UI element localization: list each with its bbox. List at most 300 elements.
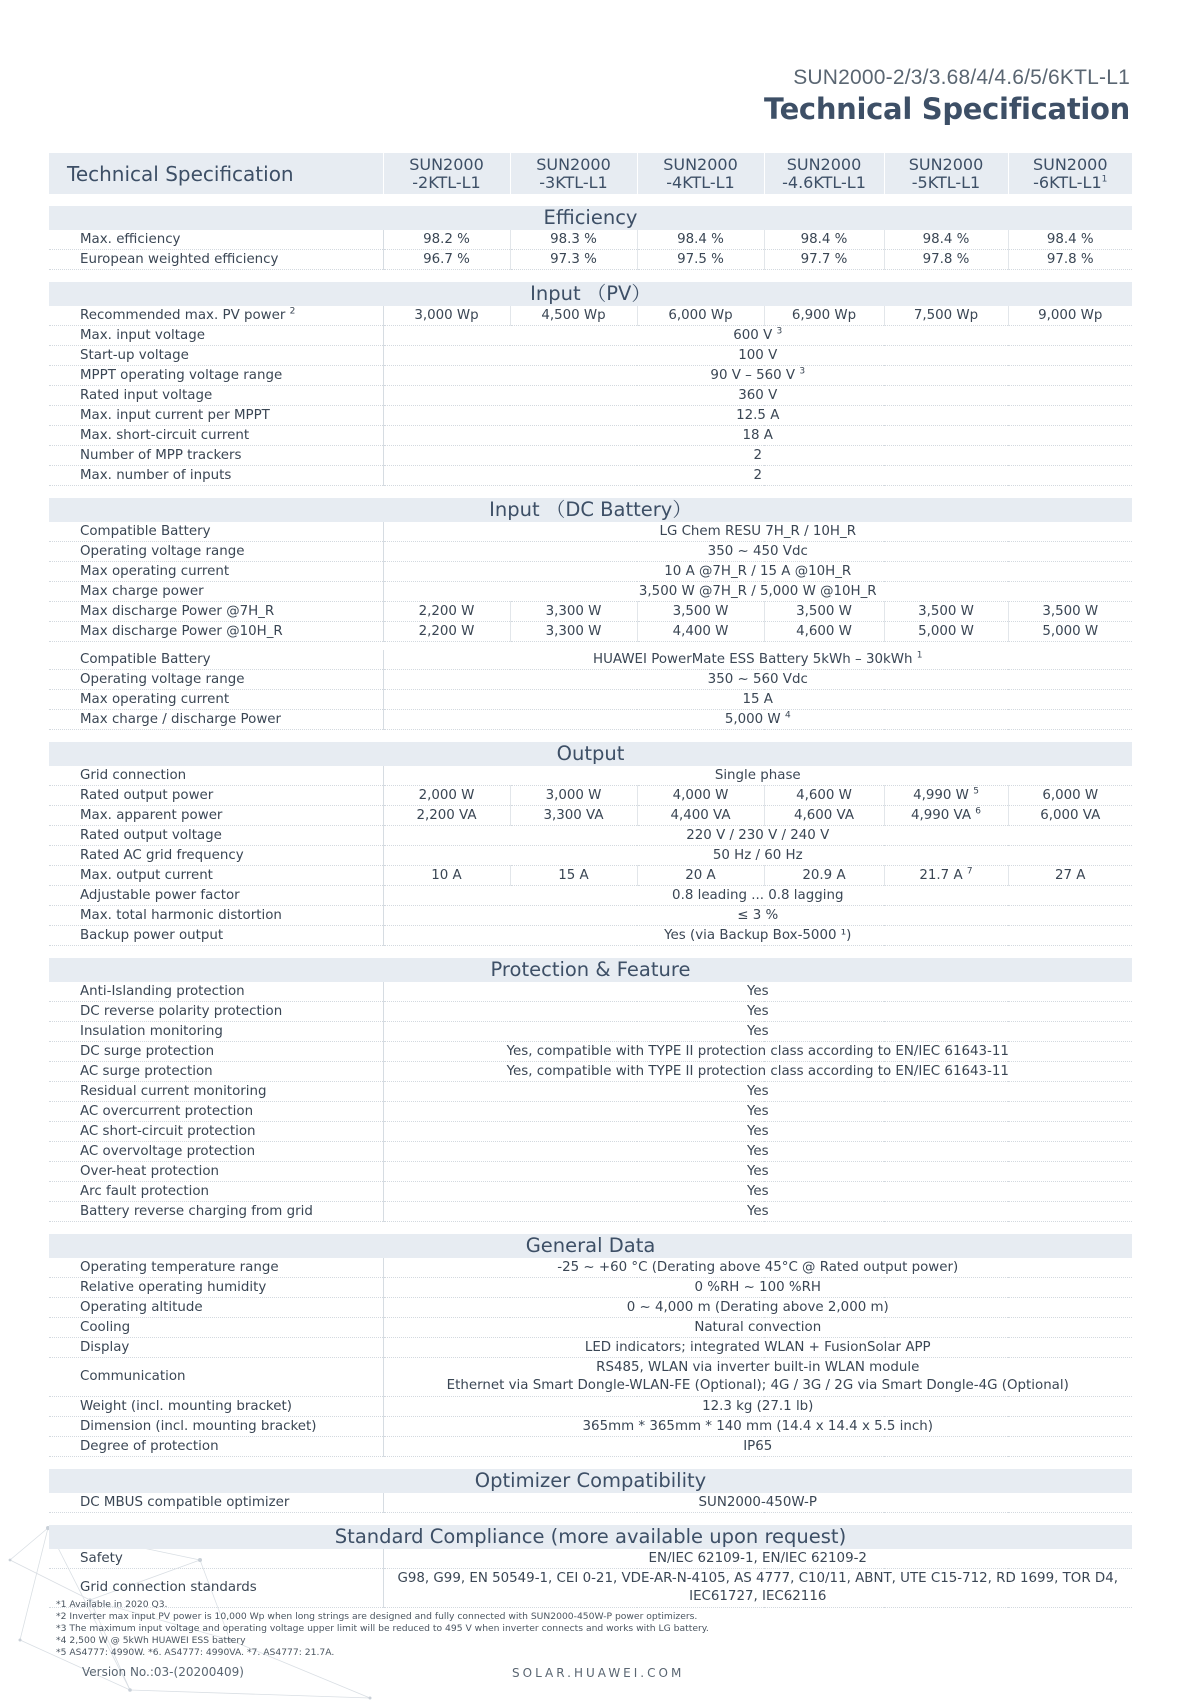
model-col-4ktl: SUN2000 -4KTL-L1: [637, 153, 764, 194]
value-cell: [884, 866, 1008, 886]
table-row: [49, 426, 1132, 446]
value-cell-merged: [383, 1082, 1132, 1102]
table-row: [49, 826, 1132, 846]
row-label: [49, 622, 383, 642]
value-cell-merged: [383, 426, 1132, 446]
value-cell-merged: [383, 1298, 1132, 1318]
value-text: 97.3 %: [550, 251, 597, 267]
value-text: 97.8 %: [1046, 251, 1094, 267]
model-col-5ktl: SUN2000 -5KTL-L1: [884, 153, 1008, 194]
row-label: [49, 1258, 383, 1278]
value-cell: [1008, 230, 1132, 250]
table-row: [49, 1338, 1132, 1358]
row-label: [49, 650, 383, 670]
value-text: Yes: [746, 1203, 769, 1219]
value-text: 3,500 W: [672, 603, 729, 619]
row-label: [49, 426, 383, 446]
row-label-text: Battery reverse charging from grid: [80, 1203, 313, 1219]
value-cell-merged: [383, 1162, 1132, 1182]
value-cell: [383, 622, 510, 642]
value-text: 98.4 %: [922, 231, 970, 247]
value-text: EN/IEC 62109-1, EN/IEC 62109-2: [648, 1550, 867, 1566]
value-text: 365mm * 365mm * 140 mm (14.4 x 14.4 x 5.5 inch): [582, 1418, 933, 1434]
row-label: [49, 1318, 383, 1338]
value-text: 4,990 VA: [910, 807, 972, 823]
value-text: 3,500 W: [918, 603, 974, 619]
row-label-text: Max charge power: [80, 583, 204, 599]
column-header-row: [49, 153, 1132, 194]
value-cell-merged: [383, 650, 1132, 670]
value-text: 6,000 W: [1042, 787, 1099, 803]
row-label: [49, 1278, 383, 1298]
row-label-text: Operating temperature range: [80, 1259, 279, 1275]
table-row: [49, 1417, 1132, 1437]
value-text: 6,000 Wp: [668, 307, 733, 323]
row-label: [49, 710, 383, 730]
model-range: SUN2000-2/3/3.68/4/4.6/5/6KTL-L1: [793, 66, 1130, 89]
footnote-line: *2 Inverter max input PV power is 10,000 Wp when long strings are designed and fully connected with SUN2000-450W-P power optimizers.: [56, 1611, 698, 1622]
value-cell: [1008, 602, 1132, 622]
table-row: [49, 622, 1132, 642]
value-cell: [383, 806, 510, 826]
table-row: [49, 886, 1132, 906]
table-row: [49, 1318, 1132, 1338]
row-label-text: Rated output power: [80, 787, 214, 803]
value-cell: [1008, 786, 1132, 806]
value-text: 12.5 A: [736, 407, 780, 423]
row-label: [49, 466, 383, 486]
value-text: Yes, compatible with TYPE II protection class according to EN/IEC 61643-11: [506, 1043, 1009, 1059]
value-cell-merged: [383, 1358, 1132, 1397]
spacer-cell: [49, 946, 1132, 959]
value-text: 5,000 W: [918, 623, 974, 639]
row-label-text: Max discharge Power @10H_R: [80, 623, 283, 639]
value-text: 4,000 W: [672, 787, 729, 803]
section-spacer: [49, 1457, 1132, 1470]
row-label-text: Cooling: [80, 1319, 131, 1335]
value-text: 4,990 W: [913, 787, 969, 803]
value-cell: [764, 866, 884, 886]
section-header: [49, 958, 1132, 982]
table-row: [49, 1042, 1132, 1062]
value-cell: [884, 250, 1008, 270]
model-col-4-6ktl: SUN2000 -4.6KTL-L1: [764, 153, 884, 194]
row-label-text: Residual current monitoring: [80, 1083, 267, 1099]
value-cell: [1008, 250, 1132, 270]
value-text: G98, G99, EN 50549-1, CEI 0-21, VDE-AR-N-4105, AS 4777, C10/11, ABNT, UTE C15-712, RD 1699, TOR D4,: [397, 1571, 1118, 1586]
row-label: [49, 230, 383, 250]
row-label-text: Compatible Battery: [80, 523, 211, 539]
row-label-text: AC overvoltage protection: [80, 1143, 256, 1159]
row-label-text: Degree of protection: [80, 1438, 219, 1454]
value-text: 2,200 W: [418, 603, 475, 619]
row-label-text: Over-heat protection: [80, 1163, 220, 1179]
value-text: 4,600 W: [796, 623, 852, 639]
value-text: 97.8 %: [922, 251, 970, 267]
row-label: [49, 1182, 383, 1202]
row-label: [49, 446, 383, 466]
value-cell-merged: [383, 1182, 1132, 1202]
value-cell-merged: [383, 846, 1132, 866]
value-cell: [764, 602, 884, 622]
footnote-line: *1 Available in 2020 Q3.: [56, 1599, 168, 1610]
section-title: General Data: [49, 1234, 1132, 1258]
value-cell-merged: [383, 386, 1132, 406]
row-label-text: Max charge / discharge Power: [80, 711, 282, 727]
row-label: [49, 406, 383, 426]
footnote-line: *5 AS4777: 4990W. *6. AS4777: 4990VA. *7. AS4777: 21.7A.: [56, 1647, 335, 1658]
value-cell: [383, 602, 510, 622]
table-row: [49, 602, 1132, 622]
section-spacer: [49, 194, 1132, 206]
value-text: 5,000 W: [724, 711, 781, 727]
footnotes: [56, 1599, 709, 1659]
row-label-text: Rated input voltage: [80, 387, 213, 403]
table-row: [49, 1202, 1132, 1222]
row-label-text: Rated output voltage: [80, 827, 222, 843]
value-cell-merged: [383, 366, 1132, 386]
value-text: 2,200 VA: [416, 807, 477, 823]
table-row: [49, 466, 1132, 486]
value-cell: [1008, 622, 1132, 642]
value-text: LG Chem RESU 7H_R / 10H_R: [659, 523, 856, 539]
value-text: Yes: [746, 1143, 769, 1159]
value-cell-merged: [383, 1417, 1132, 1437]
row-label: [49, 982, 383, 1002]
row-label-text: Grid connection standards: [80, 1580, 257, 1595]
spacer-cell: [49, 1222, 1132, 1235]
table-row: [49, 1298, 1132, 1318]
model-col-2ktl: SUN2000 -2KTL-L1: [383, 153, 510, 194]
row-label-text: DC MBUS compatible optimizer: [80, 1494, 290, 1510]
row-label: [49, 826, 383, 846]
row-label-text: DC reverse polarity protection: [80, 1003, 283, 1019]
value-text: Yes: [746, 983, 769, 999]
row-label: [49, 522, 383, 542]
value-cell: [510, 250, 637, 270]
value-text: 2: [753, 467, 763, 483]
value-text: 220 V / 230 V / 240 V: [686, 827, 830, 843]
section-spacer: [49, 730, 1132, 743]
value-cell: [1008, 806, 1132, 826]
row-label-text: DC surge protection: [80, 1043, 215, 1059]
value-cell-merged: [383, 906, 1132, 926]
value-text: Yes: [746, 1083, 769, 1099]
row-label: [49, 866, 383, 886]
footnote-ref: 7: [966, 866, 973, 877]
table-row: [49, 582, 1132, 602]
section-spacer: [49, 1513, 1132, 1526]
value-text: 4,600 W: [796, 787, 852, 803]
value-text: 4,400 W: [672, 623, 729, 639]
value-text: 98.4 %: [677, 231, 724, 247]
section-title: Input （DC Battery）: [49, 498, 1132, 522]
spacer-cell: [49, 1513, 1132, 1526]
value-text: 27 A: [1055, 867, 1086, 883]
value-cell: [1008, 866, 1132, 886]
value-text: 0.8 leading ... 0.8 lagging: [672, 887, 844, 903]
value-cell-merged: [383, 406, 1132, 426]
row-label-text: AC short-circuit protection: [80, 1123, 256, 1139]
value-text: Single phase: [714, 767, 801, 783]
value-text: 96.7 %: [423, 251, 470, 267]
section-spacer: [49, 486, 1132, 499]
value-text: Yes: [746, 1003, 769, 1019]
value-text: Yes, compatible with TYPE II protection class according to EN/IEC 61643-11: [506, 1063, 1009, 1079]
row-label-text: Arc fault protection: [80, 1183, 210, 1199]
table-row: [49, 1122, 1132, 1142]
value-text: HUAWEI PowerMate ESS Battery 5kWh – 30kWh: [593, 651, 913, 667]
row-label: [49, 250, 383, 270]
value-cell-merged: [383, 1549, 1132, 1569]
value-cell: [764, 306, 884, 326]
value-text: 15 A: [558, 867, 589, 883]
row-label: [49, 1162, 383, 1182]
row-label: [49, 1417, 383, 1437]
row-label: [49, 1042, 383, 1062]
section-title: Output: [49, 742, 1132, 766]
row-label: [49, 346, 383, 366]
row-label-text: Communication: [80, 1369, 186, 1384]
row-label: [49, 542, 383, 562]
value-text: 3,300 VA: [543, 807, 604, 823]
value-cell-merged: [383, 1102, 1132, 1122]
value-text: 5,000 W: [1042, 623, 1099, 639]
spacer-cell: [49, 194, 1132, 206]
value-text: 10 A: [431, 867, 462, 883]
table-row: [49, 326, 1132, 346]
row-label: [49, 386, 383, 406]
table-row: [49, 1082, 1132, 1102]
section-title: Optimizer Compatibility: [49, 1469, 1132, 1493]
value-text: 18 A: [742, 427, 773, 443]
row-label: [49, 326, 383, 346]
value-cell-merged: [383, 1062, 1132, 1082]
row-label-text: Rated AC grid frequency: [80, 847, 244, 863]
footnote-ref: 2: [289, 306, 296, 317]
value-text: 600 V: [733, 327, 773, 343]
section-spacer: [49, 946, 1132, 959]
section-spacer: [49, 1222, 1132, 1235]
value-cell: [383, 866, 510, 886]
value-text: 98.4 %: [1046, 231, 1094, 247]
row-label: [49, 1122, 383, 1142]
table-row: [49, 1162, 1132, 1182]
value-cell: [637, 602, 764, 622]
section-header: [49, 498, 1132, 522]
row-label-text: Operating altitude: [80, 1299, 203, 1315]
table-row: [49, 650, 1132, 670]
value-text: LED indicators; integrated WLAN + FusionSolar APP: [584, 1339, 931, 1355]
row-label: [49, 602, 383, 622]
footnote-ref: 4: [784, 710, 791, 721]
value-cell: [637, 250, 764, 270]
gap-cell: [49, 642, 1132, 651]
row-label-text: Operating voltage range: [80, 671, 245, 687]
value-cell-merged: [383, 1142, 1132, 1162]
value-text: 9,000 Wp: [1038, 307, 1103, 323]
table-row: [49, 1437, 1132, 1457]
row-label-text: Operating voltage range: [80, 543, 245, 559]
value-cell: [510, 786, 637, 806]
version-number: Version No.:03-(20200409): [82, 1665, 244, 1679]
value-text: 100 V: [738, 347, 778, 363]
value-cell-merged: [383, 326, 1132, 346]
footnote-ref: 3: [776, 326, 783, 337]
spec-table: [49, 153, 1132, 1608]
table-row: [49, 386, 1132, 406]
row-label: [49, 806, 383, 826]
section-spacer: [49, 270, 1132, 283]
row-label: [49, 1062, 383, 1082]
value-text: Yes: [746, 1183, 769, 1199]
row-label-text: Max. efficiency: [80, 231, 181, 247]
row-label-text: Weight (incl. mounting bracket): [80, 1398, 292, 1414]
value-text: 97.5 %: [677, 251, 724, 267]
table-row: [49, 1358, 1132, 1397]
value-cell: [884, 602, 1008, 622]
row-label-text: Max. total harmonic distortion: [80, 907, 282, 923]
section-header: [49, 1525, 1132, 1549]
table-row: [49, 786, 1132, 806]
row-label-text: European weighted efficiency: [80, 251, 279, 267]
row-label-text: Relative operating humidity: [80, 1279, 267, 1295]
row-label-text: Start-up voltage: [80, 347, 189, 363]
value-cell-merged: [383, 346, 1132, 366]
value-cell-merged: [383, 1278, 1132, 1298]
value-cell: [637, 866, 764, 886]
value-cell: [637, 806, 764, 826]
spec-table-body: [49, 153, 1132, 1608]
value-text: 15 A: [742, 691, 773, 707]
row-label-text: Max. short-circuit current: [80, 427, 250, 443]
section-title: Efficiency: [49, 206, 1132, 230]
value-cell-merged: [383, 466, 1132, 486]
table-row: [49, 1062, 1132, 1082]
value-cell: [383, 230, 510, 250]
table-row: [49, 542, 1132, 562]
footnote-ref: 6: [975, 806, 982, 817]
value-text: 98.2 %: [423, 231, 470, 247]
row-label-text: AC overcurrent protection: [80, 1103, 254, 1119]
value-cell-merged: [383, 1122, 1132, 1142]
row-gap: [49, 642, 1132, 651]
value-text-line2: Ethernet via Smart Dongle-WLAN-FE (Optional); 4G / 3G / 2G via Smart Dongle-4G (Optional): [446, 1378, 1069, 1393]
section-header: [49, 282, 1132, 306]
row-label-text: Number of MPP trackers: [80, 447, 242, 463]
value-cell: [637, 786, 764, 806]
row-label: [49, 690, 383, 710]
value-cell-merged: [383, 542, 1132, 562]
value-cell-merged: [383, 886, 1132, 906]
table-row: [49, 906, 1132, 926]
row-label-text: Anti-Islanding protection: [80, 983, 245, 999]
row-label: [49, 1002, 383, 1022]
value-text: IP65: [743, 1438, 773, 1454]
row-label: [49, 846, 383, 866]
row-label-text: Max discharge Power @7H_R: [80, 603, 275, 619]
value-cell-merged: [383, 1397, 1132, 1417]
value-cell-merged: [383, 582, 1132, 602]
row-label-text: Max. input voltage: [80, 327, 205, 343]
table-row: [49, 1278, 1132, 1298]
value-cell: [884, 622, 1008, 642]
table-row: [49, 1397, 1132, 1417]
spacer-cell: [49, 270, 1132, 283]
value-text: Yes: [746, 1123, 769, 1139]
value-text: 3,500 W @7H_R / 5,000 W @10H_R: [638, 583, 877, 599]
value-text: ≤ 3 %: [737, 907, 779, 923]
value-cell: [383, 786, 510, 806]
table-row: [49, 806, 1132, 826]
row-label-text: Max operating current: [80, 691, 230, 707]
value-cell: [764, 250, 884, 270]
row-label: [49, 366, 383, 386]
value-cell-merged: [383, 446, 1132, 466]
table-row: [49, 670, 1132, 690]
value-text: 3,000 W: [545, 787, 602, 803]
row-label: [49, 1358, 383, 1397]
row-label: [49, 1102, 383, 1122]
value-text: 98.4 %: [800, 231, 848, 247]
row-label-text: Insulation monitoring: [80, 1023, 223, 1039]
value-cell-merged: [383, 1493, 1132, 1513]
row-label-text: MPPT operating voltage range: [80, 367, 283, 383]
value-text: 2: [753, 447, 763, 463]
value-text: 98.3 %: [550, 231, 597, 247]
value-text: 2,000 W: [418, 787, 475, 803]
table-row: [49, 1549, 1132, 1569]
row-label-text: Backup power output: [80, 927, 224, 943]
value-cell-merged: [383, 690, 1132, 710]
table-row: [49, 346, 1132, 366]
table-row: [49, 306, 1132, 326]
value-text: 10 A @7H_R / 15 A @10H_R: [664, 563, 852, 579]
value-text: 12.3 kg (27.1 lb): [702, 1398, 814, 1414]
row-label: [49, 1298, 383, 1318]
value-text: 3,500 W: [796, 603, 852, 619]
value-cell-merged: [383, 1318, 1132, 1338]
value-cell: [383, 250, 510, 270]
value-text: 6,000 VA: [1040, 807, 1101, 823]
value-text: 360 V: [738, 387, 778, 403]
row-label: [49, 562, 383, 582]
value-text: 21.7 A: [919, 867, 963, 883]
table-row: [49, 1142, 1132, 1162]
value-cell: [884, 786, 1008, 806]
table-row: [49, 866, 1132, 886]
row-label: [49, 786, 383, 806]
table-row: [49, 522, 1132, 542]
row-label-text: Max operating current: [80, 563, 230, 579]
value-text-line2: IEC61727, IEC62116: [689, 1589, 827, 1604]
row-label-text: Max. output current: [80, 867, 213, 883]
table-row: [49, 1182, 1132, 1202]
value-text: 7,500 Wp: [913, 307, 979, 323]
value-text: 20 A: [685, 867, 716, 883]
table-row: [49, 1002, 1132, 1022]
value-cell: [383, 306, 510, 326]
value-text: 3,500 W: [1042, 603, 1099, 619]
value-cell-merged: [383, 710, 1132, 730]
row-label: [49, 1082, 383, 1102]
value-cell-merged: [383, 670, 1132, 690]
table-row: [49, 926, 1132, 946]
value-cell: [764, 230, 884, 250]
value-cell-merged: [383, 522, 1132, 542]
value-text: SUN2000-450W-P: [698, 1494, 817, 1510]
row-label-text: Max. number of inputs: [80, 467, 232, 483]
